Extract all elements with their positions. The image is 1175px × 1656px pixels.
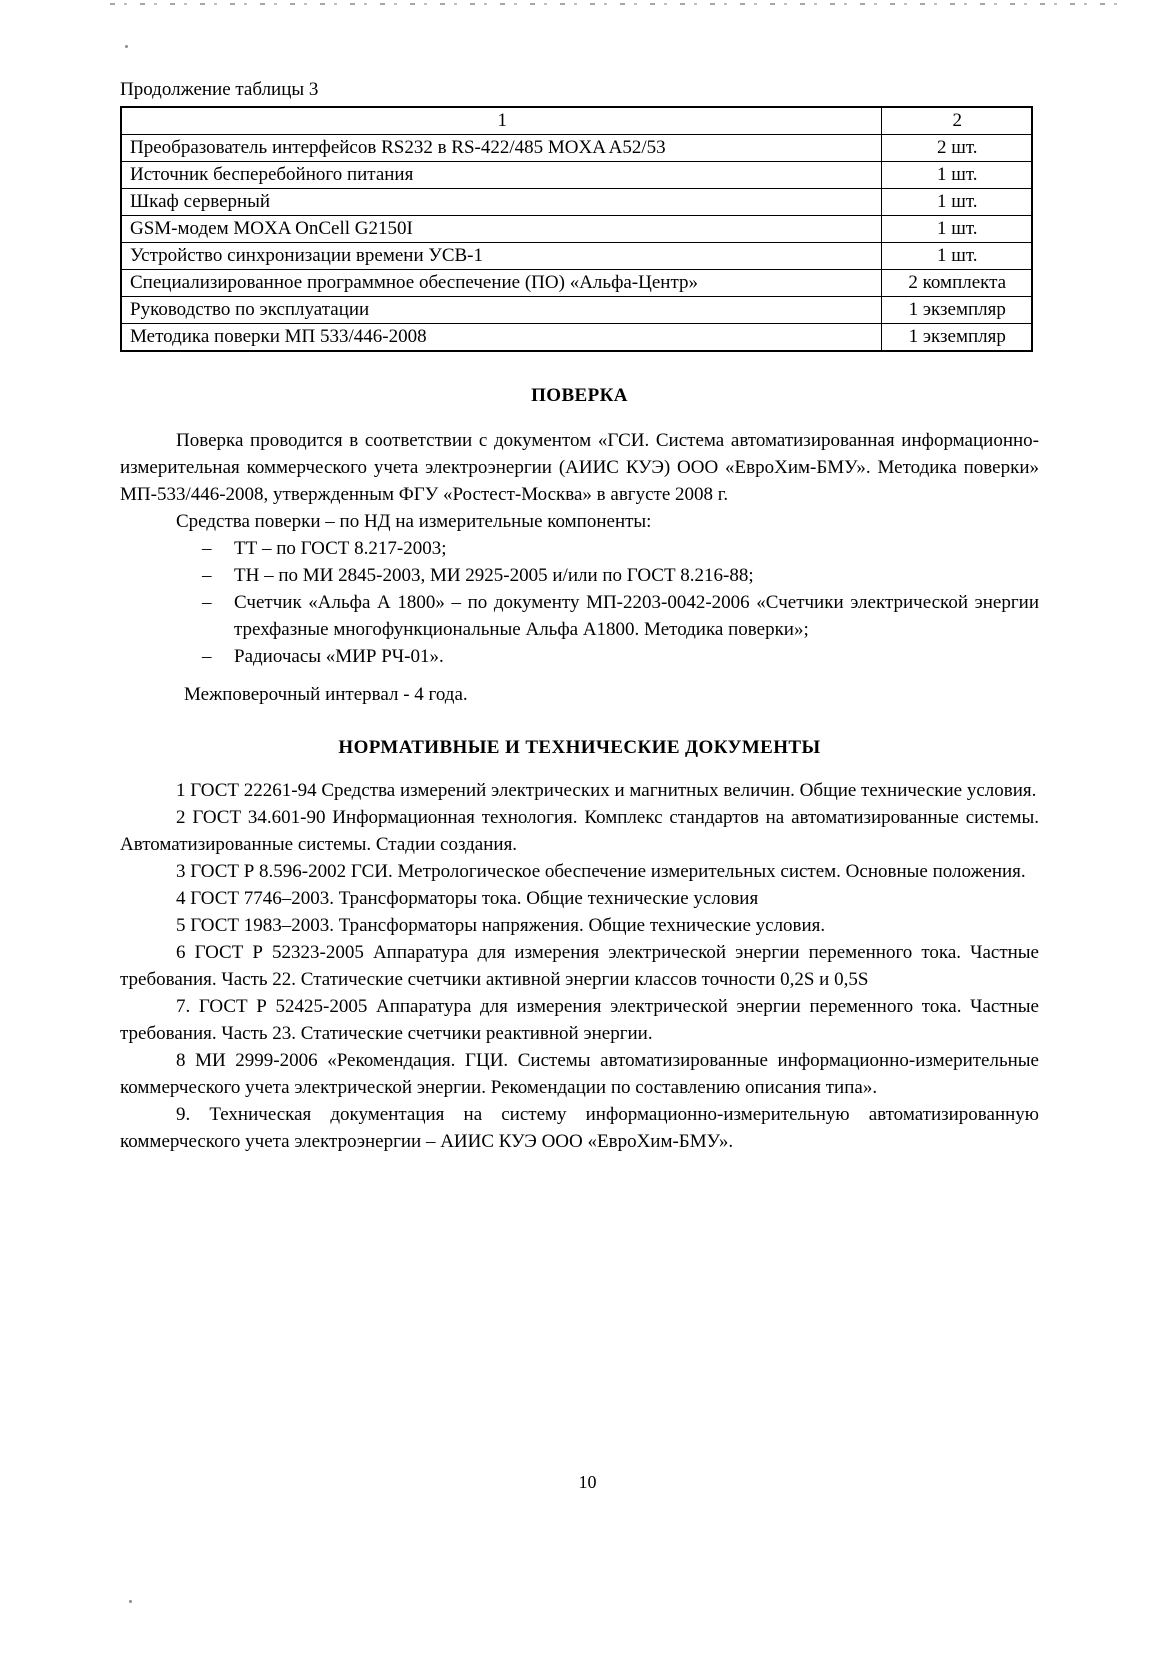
verification-interval: Межповерочный интервал - 4 года. [184, 684, 468, 705]
document-item: 3 ГОСТ Р 8.596-2002 ГСИ. Метрологическое обеспечение измерительных систем. Основные положения. [176, 861, 1026, 882]
document-item: 5 ГОСТ 1983–2003. Трансформаторы напряжения. Общие технические условия. [176, 915, 826, 936]
table-header-row [121, 107, 1032, 135]
quantity-cell: 1 экземпляр [881, 297, 1032, 324]
quantity-cell: 1 экземпляр [881, 324, 1032, 352]
table-row [121, 270, 1032, 297]
column-header-1: 1 [121, 107, 881, 135]
table-row [121, 243, 1032, 270]
section-title-verification: ПОВЕРКА [531, 385, 628, 406]
verification-means-intro: Средства поверки – по НД на измерительные компоненты: [176, 511, 652, 532]
dash-marker: – [202, 592, 212, 613]
quantity-cell: 1 шт. [881, 189, 1032, 216]
table-row [121, 189, 1032, 216]
quantity-cell: 1 шт. [881, 216, 1032, 243]
list-item [120, 562, 1039, 589]
document-item: 2 ГОСТ 34.601-90 Информационная технология. Комплекс стандартов на автоматизированные системы. Автоматизированные системы. Стадии создания. [120, 807, 1039, 855]
document-item: 8 МИ 2999-2006 «Рекомендация. ГЦИ. Системы автоматизированные информационно-измерительные коммерческого учета электрической энергии. Рекомендации по составлению описания типа». [120, 1050, 1039, 1098]
list-item [120, 535, 1039, 562]
verification-intro-paragraph: Поверка проводится в соответствии с документом «ГСИ. Система автоматизированная информационно-измерительная коммерческого учета электроэнергии (АИИС КУЭ) ООО «ЕвроХим-БМУ». Методика поверки» МП-533/446-2008, утвержденным ФГУ «Ростест-Москва» в августе 2008 г. [120, 430, 1039, 505]
document-item: 1 ГОСТ 22261-94 Средства измерений электрических и магнитных величин. Общие технические условия. [176, 780, 1037, 801]
scan-artifact-line [110, 3, 1120, 5]
document-item: 7. ГОСТ Р 52425-2005 Аппаратура для измерения электрической энергии переменного тока. Частные требования. Часть 23. Статические счетчики реактивной энергии. [120, 996, 1039, 1044]
scan-speck [129, 1600, 132, 1603]
equipment-name-cell: Руководство по эксплуатации [121, 297, 881, 324]
dash-marker: – [202, 538, 212, 559]
list-item-text: ТН – по МИ 2845-2003, МИ 2925-2005 и/или по ГОСТ 8.216-88; [234, 565, 754, 586]
quantity-cell: 2 шт. [881, 135, 1032, 162]
list-item-text: Счетчик «Альфа А 1800» – по документу МП-2203-0042-2006 «Счетчики электрической энергии трехфазные многофункциональные Альфа А1800. Методика поверки»; [234, 592, 1039, 640]
dash-marker: – [202, 565, 212, 586]
quantity-cell: 2 комплекта [881, 270, 1032, 297]
verification-means-list [120, 535, 1039, 670]
table-row [121, 162, 1032, 189]
quantity-cell: 1 шт. [881, 243, 1032, 270]
list-item-text: Радиочасы «МИР РЧ-01». [234, 646, 444, 667]
scan-speck [125, 45, 128, 48]
table-row [121, 135, 1032, 162]
equipment-name-cell: Устройство синхронизации времени УСВ-1 [121, 243, 881, 270]
document-item: 4 ГОСТ 7746–2003. Трансформаторы тока. Общие технические условия [176, 888, 759, 909]
table-row [121, 324, 1032, 352]
equipment-name-cell: Преобразователь интерфейсов RS232 в RS-422/485 MOXA A52/53 [121, 135, 881, 162]
table-row [121, 297, 1032, 324]
equipment-table [120, 106, 1033, 352]
column-header-2: 2 [881, 107, 1032, 135]
equipment-name-cell: Источник бесперебойного питания [121, 162, 881, 189]
document-item: 9. Техническая документация на систему информационно-измерительную автоматизированную коммерческого учета электроэнергии – АИИС КУЭ ООО «ЕвроХим-БМУ». [120, 1104, 1039, 1152]
table-caption: Продолжение таблицы 3 [120, 79, 319, 100]
table-row [121, 216, 1032, 243]
list-item [120, 589, 1039, 643]
equipment-name-cell: Методика поверки МП 533/446-2008 [121, 324, 881, 352]
page-number: 10 [578, 1472, 597, 1492]
list-item-text: ТТ – по ГОСТ 8.217-2003; [234, 538, 447, 559]
list-item [120, 643, 1039, 670]
document-item: 6 ГОСТ Р 52323-2005 Аппаратура для измерения электрической энергии переменного тока. Частные требования. Часть 22. Статические счетчики активной энергии классов точности 0,2S и 0,5S [120, 942, 1039, 990]
section-title-documents: НОРМАТИВНЫЕ И ТЕХНИЧЕСКИЕ ДОКУМЕНТЫ [338, 737, 821, 758]
equipment-name-cell: Специализированное программное обеспечение (ПО) «Альфа-Центр» [121, 270, 881, 297]
dash-marker: – [202, 646, 212, 667]
equipment-name-cell: GSM-модем MOXA OnCell G2150I [121, 216, 881, 243]
quantity-cell: 1 шт. [881, 162, 1032, 189]
equipment-name-cell: Шкаф серверный [121, 189, 881, 216]
